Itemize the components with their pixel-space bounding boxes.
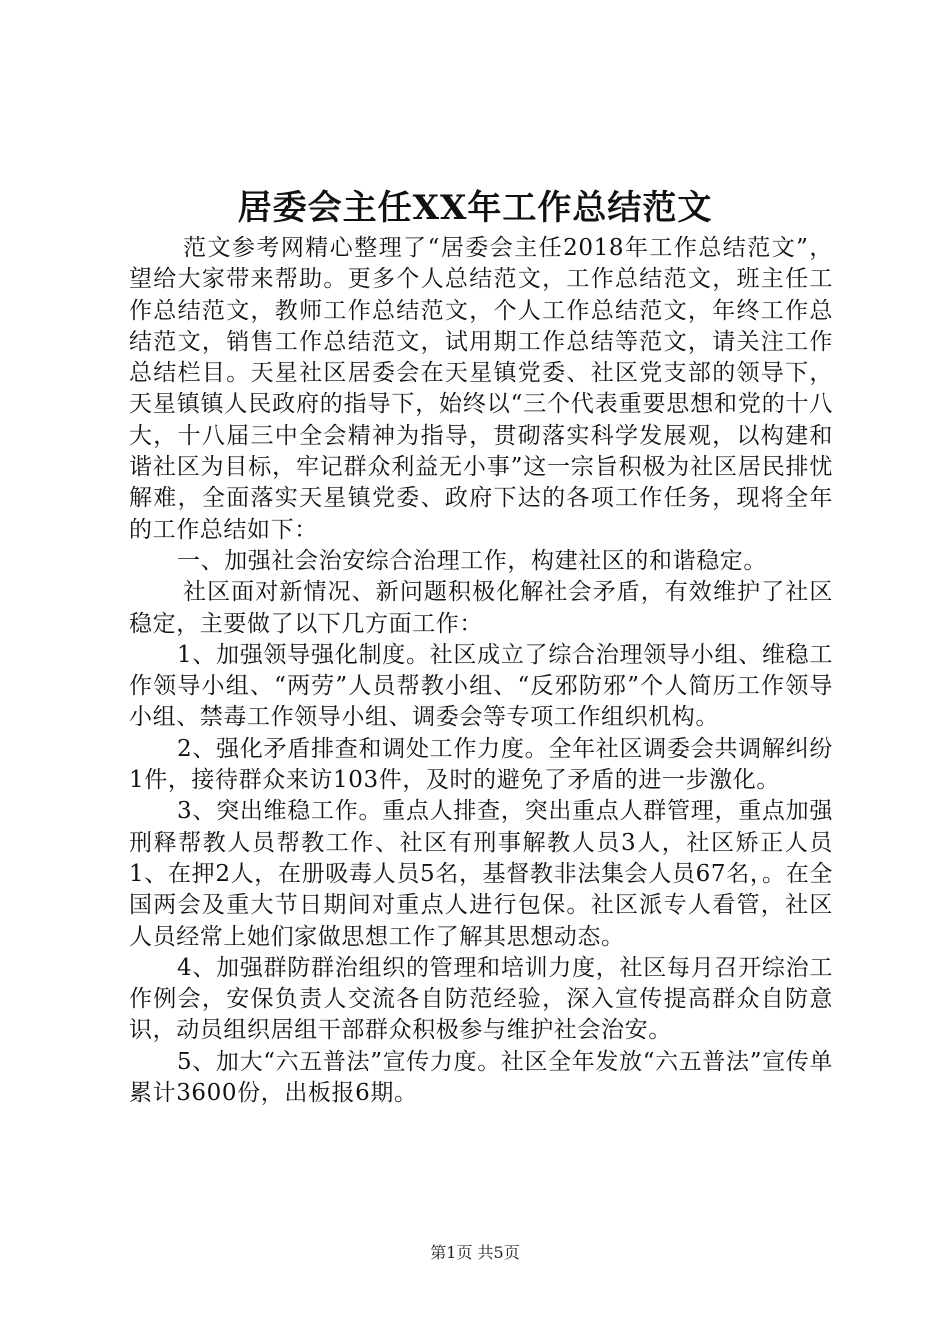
item-paragraph-1: 1、加强领导强化制度。社区成立了综合治理领导小组、维稳工作领导小组、“两劳”人员帮教小组、“反邪防邪”个人简历工作领导小组、禁毒工作领导小组、调委会等专项工作组织机构。 xyxy=(129,641,833,731)
intro-paragraph: 范文参考网精心整理了“居委会主任2018年工作总结范文”，望给大家带来帮助。更多个人总结范文，工作总结范文，班主任工作总结范文，教师工作总结范文，个人工作总结范文，年终工作总结范文，销售工作总结范文，试用期工作总结等范文，请关注工作总结栏目。天星社区居委会在天星镇党委、社区党支部的领导下，天星镇镇人民政府的指导下，始终以“三个代表重要思想和党的十八大，十八届三中全会精神为指导，贯砌落实科学发展观，以构建和谐社区为目标，牢记群众利益无小事”这一宗旨积极为社区居民排忧解难，全面落实天星镇党委、政府下达的各项工作任务，现将全年的工作总结如下： xyxy=(129,235,833,543)
section-heading-1: 一、加强社会治安综合治理工作，构建社区的和谐稳定。 xyxy=(177,547,767,574)
item-paragraph-5: 5、加大“六五普法”宣传力度。社区全年发放“六五普法”宣传单累计3600份，出板报6期。 xyxy=(129,1048,833,1107)
item-paragraph-4: 4、加强群防群治组织的管理和培训力度，社区每月召开综治工作例会，安保负责人交流各自防范经验，深入宣传提高群众自防意识，动员组织居组干部群众积极参与维护社会治安。 xyxy=(129,954,833,1044)
item-paragraph-3: 3、突出维稳工作。重点人排查，突出重点人群管理，重点加强刑释帮教人员帮教工作、社区有刑事解教人员3人，社区矫正人员1、在押2人，在册吸毒人员5名，基督教非法集会人员67名，。在全国两会及重大节日期间对重点人进行包保。社区派专人看管，社区人员经常上她们家做思想工作了解其思想动态。 xyxy=(129,798,833,950)
page-footer xyxy=(0,1242,950,1264)
section-intro-paragraph: 社区面对新情况、新问题积极化解社会矛盾，有效维护了社区稳定，主要做了以下几方面工作： xyxy=(129,579,833,637)
page-number: 第1页 共5页 xyxy=(430,1243,520,1262)
document-title: 居委会主任XX年工作总结范文 xyxy=(237,188,713,228)
document-body xyxy=(129,233,833,1109)
item-paragraph-2: 2、强化矛盾排查和调处工作力度。全年社区调委会共调解纠纷1件，接待群众来访103件，及时的避免了矛盾的进一步激化。 xyxy=(129,735,833,794)
